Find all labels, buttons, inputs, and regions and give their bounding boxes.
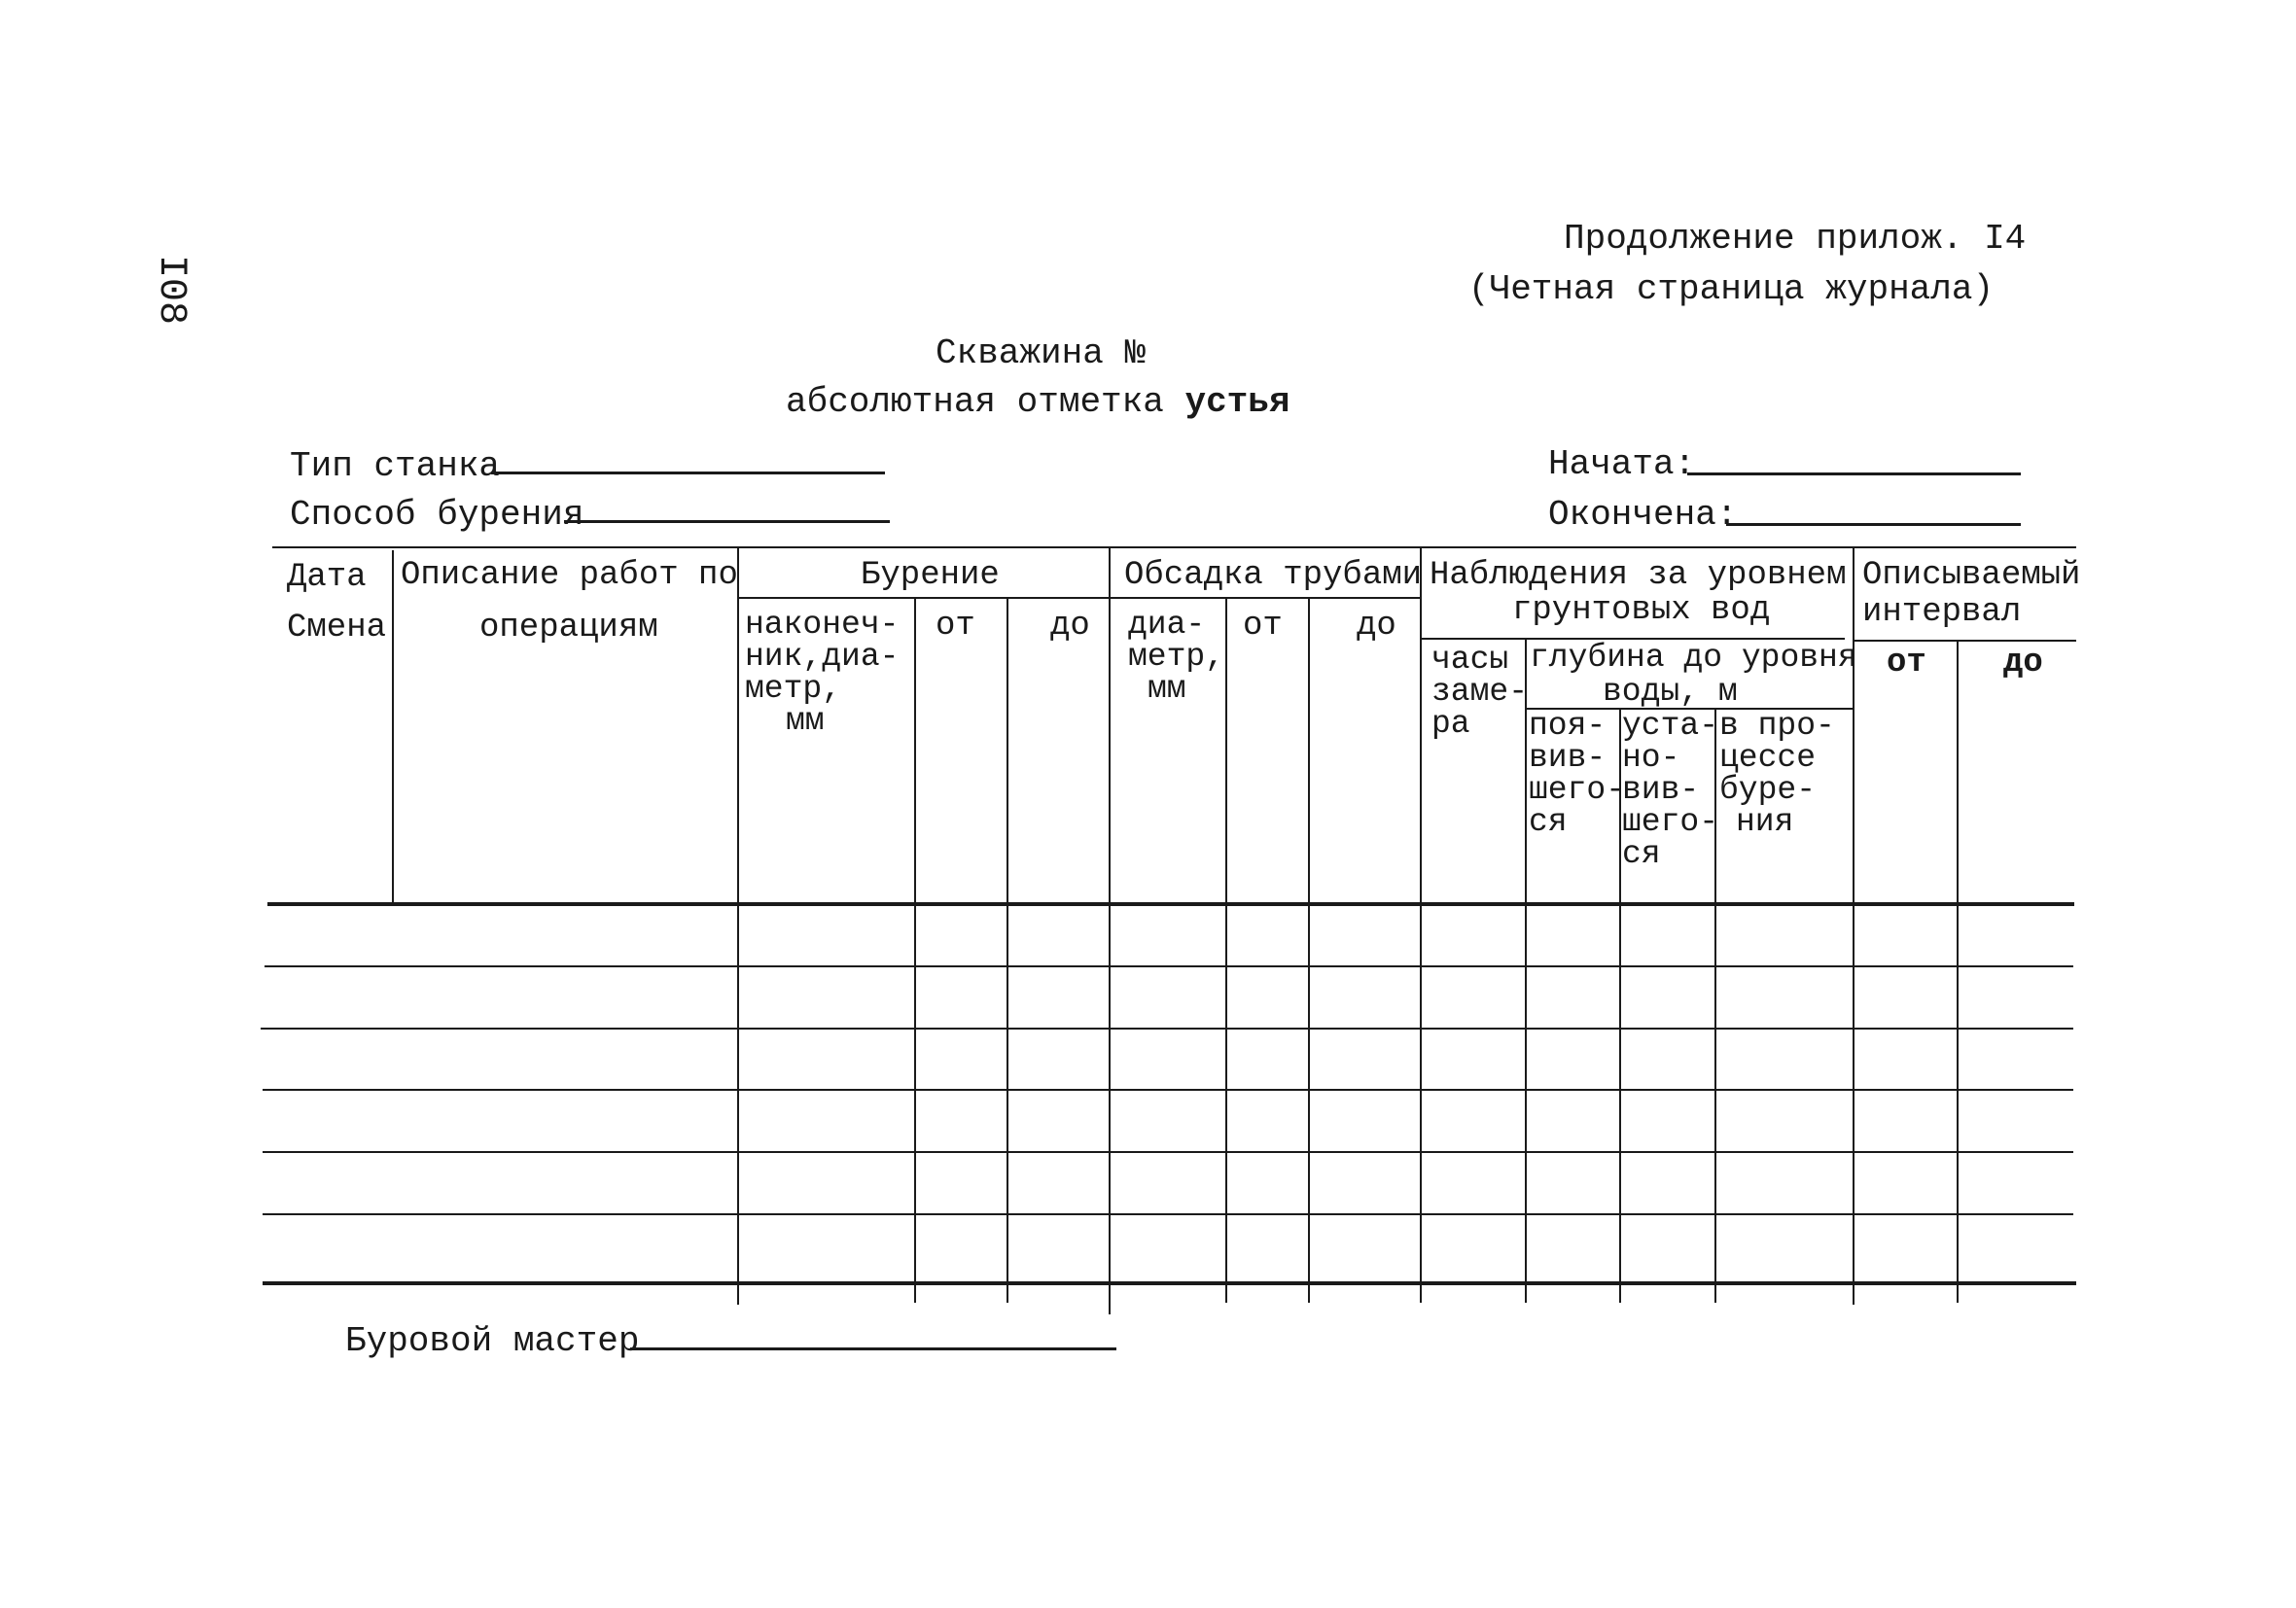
- row-line: [261, 1028, 2073, 1030]
- hours-label-1: часы: [1431, 642, 1509, 678]
- drill-tip-label-2: ник,диа-: [745, 639, 900, 675]
- appeared-label-2: вив-: [1529, 740, 1607, 776]
- appeared-label-1: поя-: [1529, 708, 1607, 744]
- finished-label: Окончена:: [1548, 495, 1738, 535]
- interval-subheader-line: [1853, 640, 2076, 642]
- casing-from-label: от: [1243, 608, 1283, 645]
- stabilized-label-3: вив-: [1622, 772, 1700, 808]
- row-line: [265, 965, 2073, 967]
- col-sep-casing: [1420, 546, 1422, 1303]
- stabilized-label-5: ся: [1622, 836, 1661, 872]
- col-sep-hours: [1525, 638, 1527, 1303]
- depth-label-2: воды, м: [1603, 674, 1738, 710]
- rig-type-field[interactable]: [491, 472, 885, 474]
- appeared-label-3: шего-: [1529, 772, 1626, 808]
- groundwater-title-1: Наблюдения за уровнем: [1430, 557, 1847, 594]
- col-sep-casing-dia: [1225, 597, 1227, 1303]
- col-sep-drill-from: [1007, 597, 1008, 1303]
- during-label-1: в про-: [1719, 708, 1835, 744]
- drill-to-label: до: [1050, 608, 1090, 645]
- col-sep-drill-tip: [914, 597, 916, 1303]
- table-bottom-border: [263, 1281, 2076, 1285]
- drilling-method-label: Способ бурения: [290, 495, 584, 535]
- casing-dia-label-3: мм: [1148, 671, 1186, 707]
- elevation-bold: устья: [1184, 382, 1290, 422]
- col-sep-desc: [737, 546, 739, 1305]
- drilling-method-field[interactable]: [564, 520, 890, 523]
- finished-field[interactable]: [1726, 523, 2021, 526]
- col-shift-label: Смена: [287, 610, 387, 647]
- row-line: [263, 1089, 2073, 1091]
- started-field[interactable]: [1687, 472, 2021, 475]
- elevation-prefix: абсолютная отметка: [786, 382, 1185, 422]
- appendix-continuation: Продолжение прилож. I4: [1564, 219, 2027, 259]
- drilling-master-label: Буровой мастер: [345, 1321, 640, 1361]
- col-desc-label-2: операциям: [479, 610, 658, 647]
- col-date-label: Дата: [287, 559, 367, 596]
- interval-to-label: до: [2003, 645, 2043, 682]
- during-label-3: буре-: [1719, 772, 1817, 808]
- row-line: [263, 1151, 2073, 1153]
- rig-type-label: Тип станка: [290, 446, 501, 486]
- drilling-title: Бурение: [861, 557, 1000, 594]
- drill-tip-label-1: наконеч-: [745, 607, 900, 643]
- col-sep-interval: [1957, 640, 1959, 1303]
- during-label-4: ния: [1736, 804, 1794, 840]
- col-sep-casing-from: [1308, 597, 1310, 1303]
- interval-title-1: Описываемый: [1862, 557, 2081, 594]
- col-desc-label-1: Описание работ по: [401, 557, 738, 594]
- col-sep-date: [392, 550, 394, 902]
- table-top-border: [272, 546, 2076, 548]
- hours-label-3: ра: [1431, 706, 1470, 742]
- started-label: Начата:: [1548, 444, 1696, 484]
- casing-title: Обсадка трубами: [1124, 557, 1423, 594]
- drilling-casing-subheader-line: [739, 597, 1420, 599]
- page-number: I08: [149, 255, 193, 326]
- col-sep-drilling: [1109, 546, 1111, 1314]
- hours-label-2: заме-: [1431, 674, 1529, 710]
- interval-title-2: интервал: [1862, 594, 2022, 631]
- stabilized-label-2: но-: [1622, 740, 1680, 776]
- casing-dia-label-2: метр,: [1128, 639, 1225, 675]
- drill-tip-label-3: метр,: [745, 671, 842, 707]
- drilling-master-signature-field[interactable]: [630, 1347, 1116, 1350]
- stabilized-label-1: уста-: [1622, 708, 1719, 744]
- interval-from-label: от: [1887, 645, 1926, 682]
- drill-from-label: от: [936, 608, 975, 645]
- row-line: [263, 1213, 2073, 1215]
- even-page-note: (Четная страница журнала): [1468, 269, 1995, 309]
- depth-label-1: глубина до уровня: [1530, 640, 1857, 676]
- stabilized-label-4: шего-: [1622, 804, 1719, 840]
- groundwater-title-2: грунтовых вод: [1512, 592, 1771, 629]
- drill-tip-label-4: мм: [786, 703, 825, 739]
- header-bottom-border: [267, 902, 2074, 906]
- casing-dia-label-1: диа-: [1128, 607, 1206, 643]
- well-number-label: Скважина №: [936, 333, 1147, 373]
- during-label-2: цессе: [1719, 740, 1817, 776]
- elevation-label: [786, 382, 1290, 422]
- col-sep-stabilized: [1714, 708, 1716, 1303]
- appeared-label-4: ся: [1529, 804, 1568, 840]
- casing-to-label: до: [1357, 608, 1396, 645]
